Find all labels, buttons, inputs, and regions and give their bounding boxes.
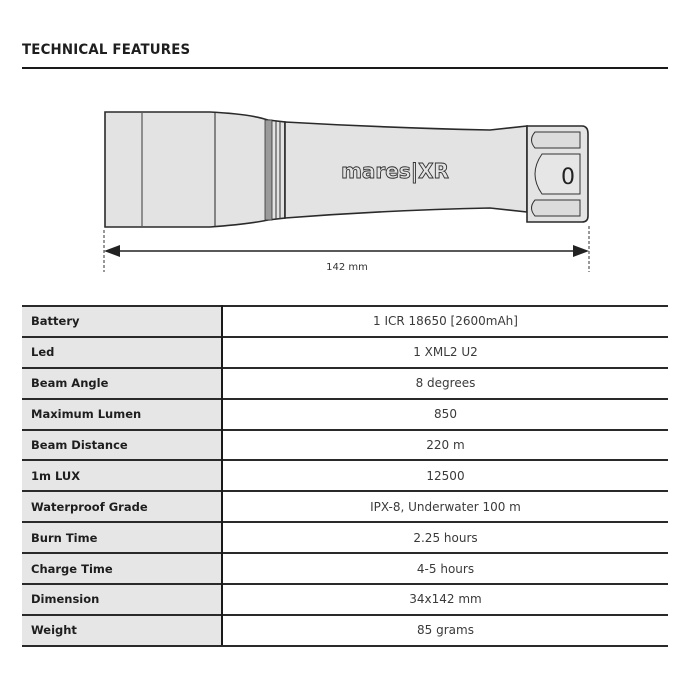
flashlight-drawing bbox=[90, 90, 610, 280]
table-row bbox=[22, 368, 668, 399]
spec-value: 12500 bbox=[222, 460, 668, 491]
table-row bbox=[22, 615, 668, 646]
spec-value: 2.25 hours bbox=[222, 522, 668, 553]
table-row bbox=[22, 460, 668, 491]
spec-label: Burn Time bbox=[22, 522, 222, 553]
table-row bbox=[22, 491, 668, 522]
spec-value: 4-5 hours bbox=[222, 553, 668, 584]
spec-label: Weight bbox=[22, 615, 222, 646]
spec-value: 8 degrees bbox=[222, 368, 668, 399]
brand-logo bbox=[341, 159, 449, 183]
spec-value: 220 m bbox=[222, 430, 668, 461]
spec-value: 34x142 mm bbox=[222, 584, 668, 615]
spec-label: Charge Time bbox=[22, 553, 222, 584]
spec-value: 85 grams bbox=[222, 615, 668, 646]
section-title: TECHNICAL FEATURES bbox=[22, 42, 191, 58]
table-row bbox=[22, 553, 668, 584]
spec-value: 1 XML2 U2 bbox=[222, 337, 668, 368]
spec-label: Waterproof Grade bbox=[22, 491, 222, 522]
spec-label: Beam Distance bbox=[22, 430, 222, 461]
table-row bbox=[22, 522, 668, 553]
spec-label: 1m LUX bbox=[22, 460, 222, 491]
table-row bbox=[22, 399, 668, 430]
svg-text:mares|XR: mares|XR bbox=[341, 159, 449, 183]
switch-label: 0 bbox=[561, 165, 575, 190]
spec-label: Battery bbox=[22, 306, 222, 337]
table-row bbox=[22, 584, 668, 615]
table-row bbox=[22, 337, 668, 368]
spec-label: Led bbox=[22, 337, 222, 368]
table-row bbox=[22, 430, 668, 461]
title-divider bbox=[22, 67, 668, 69]
spec-table bbox=[22, 305, 668, 647]
spec-value: IPX-8, Underwater 100 m bbox=[222, 491, 668, 522]
spec-value: 850 bbox=[222, 399, 668, 430]
spec-label: Dimension bbox=[22, 584, 222, 615]
dimension-label: 142 mm bbox=[326, 262, 368, 273]
spec-value: 1 ICR 18650 [2600mAh] bbox=[222, 306, 668, 337]
spec-label: Beam Angle bbox=[22, 368, 222, 399]
table-row bbox=[22, 306, 668, 337]
spec-label: Maximum Lumen bbox=[22, 399, 222, 430]
